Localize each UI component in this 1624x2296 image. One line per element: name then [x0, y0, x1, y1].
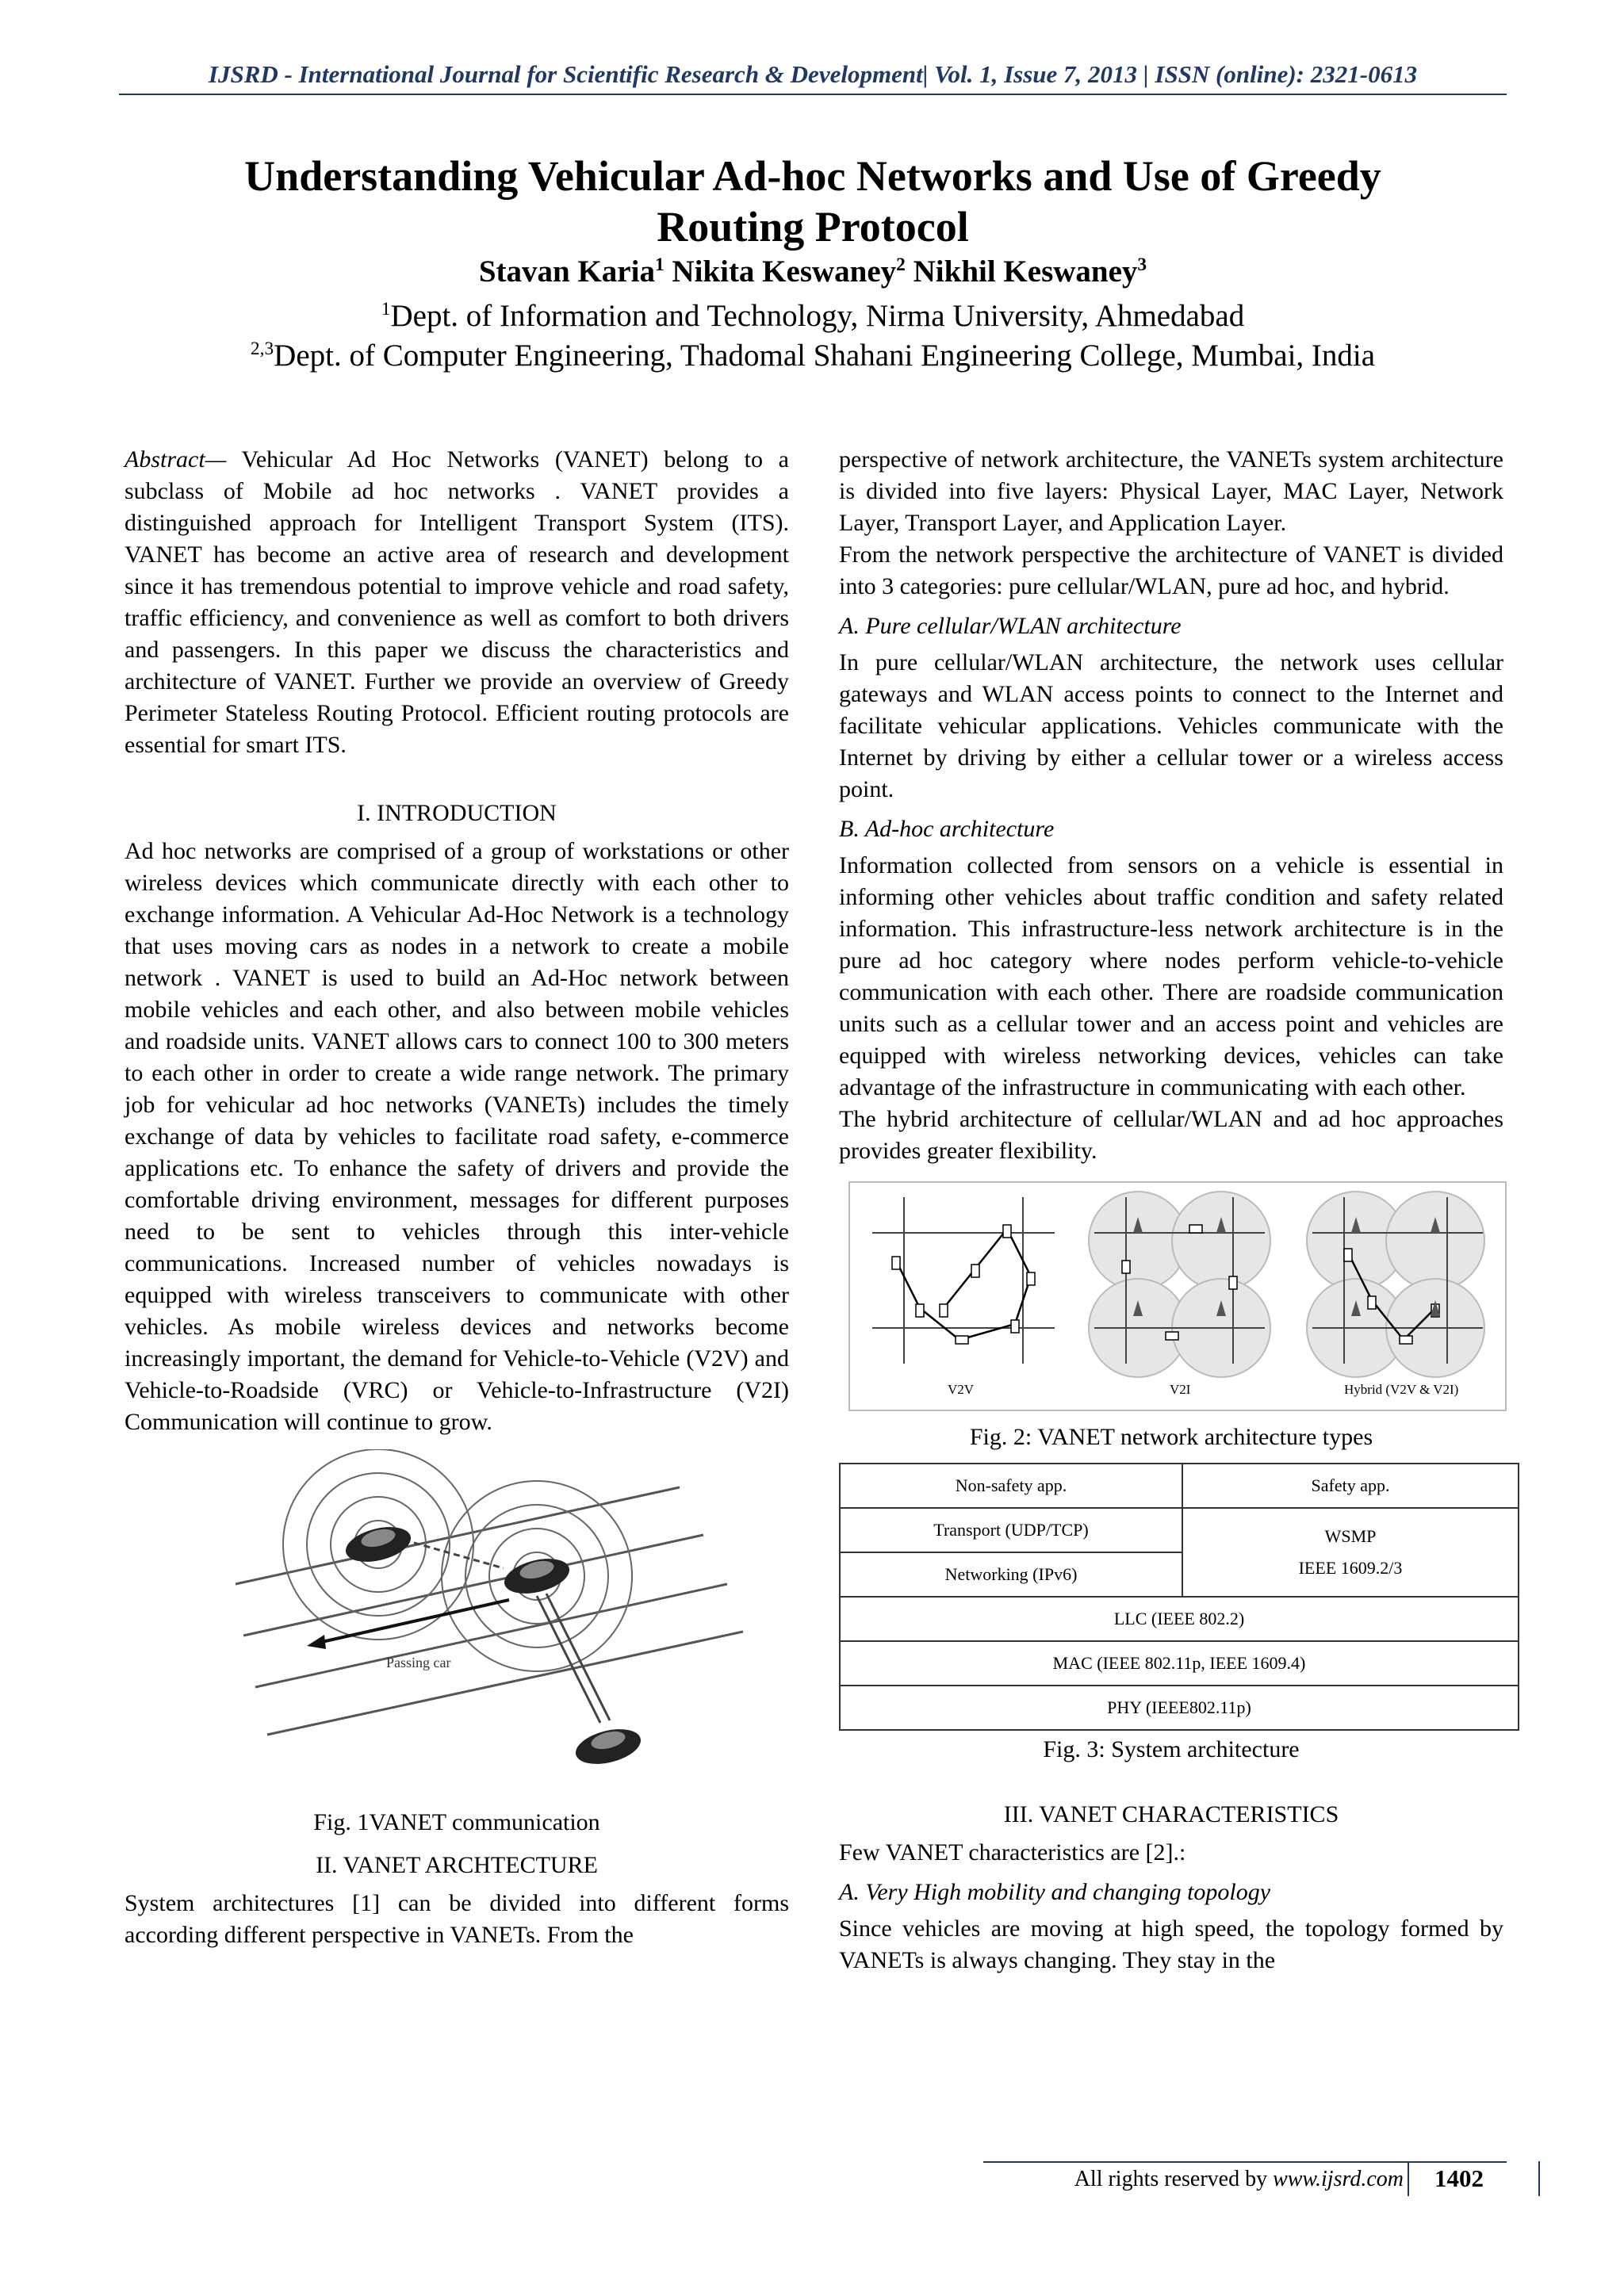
road-lines: [236, 1487, 743, 1735]
panel-label-v2i: V2I: [1170, 1382, 1191, 1397]
section-heading-characteristics: III. VANET CHARACTERISTICS: [1003, 1801, 1339, 1827]
author-name: Stavan Karia: [478, 254, 655, 289]
footer-rights: [1031, 2167, 1404, 2192]
author-list: [159, 254, 1467, 289]
footer-divider-right: [1538, 2161, 1540, 2196]
system-architecture-table: [839, 1463, 1519, 1731]
abstract-text: Vehicular Ad Hoc Networks (VANET) belong to a subclass of Mobile ad hoc networks . VANET provides a distinguished approach for Intelligent Transport System (ITS). VANET has become an active area of research and development since it has tremendous potential to improve vehicle and road safety, traffic efficiency, and convenience as well as comfort to both drivers and passengers. In this paper we discuss the characteristics and architecture of VANET. Further we provide an overview of Greedy Perimeter Stateless Routing Protocol. Efficient routing protocols are essential for smart ITS.: [124, 446, 789, 758]
adhoc-text: Information collected from sensors on a vehicle is essential in informing other vehicles about traffic condition and safety related information. This infrastructure-less network architecture is in the pure ad hoc category where nodes perform vehicle-to-vehicle communication with each other. There are roadside communication units such as a cellular tower and an access point and vehicles are equipped with wireless networking devices, vehicles can take advantage of the infrastructure in communicating with each other.: [839, 852, 1503, 1100]
passing-car-arrow: [307, 1600, 509, 1649]
passing-car-label: Passing car: [386, 1655, 451, 1670]
car-a: [342, 1521, 414, 1567]
cell-mac: MAC (IEEE 802.11p, IEEE 1609.4): [840, 1641, 1519, 1686]
section-heading-introduction: I. INTRODUCTION: [357, 800, 557, 826]
affiliation-1: [119, 298, 1507, 334]
cell-transport: Transport (UDP/TCP): [840, 1508, 1182, 1552]
architecture-text-right-2: From the network perspective the architecture of VANET is divided into 3 categories: pure cellular/WLAN, pure ad hoc, and hybrid.: [839, 541, 1503, 599]
affiliation-text: Dept. of Computer Engineering, Thadomal Shahani Engineering College, Mumbai, India: [274, 339, 1376, 373]
cell-safety: Safety app.: [1182, 1464, 1519, 1508]
right-column: [839, 444, 1503, 1976]
cell-networking: Networking (IPv6): [840, 1552, 1182, 1597]
wsmp-line-1: WSMP: [1324, 1526, 1377, 1546]
paper-title: [159, 151, 1467, 252]
title-line-2: Routing Protocol: [657, 203, 969, 251]
hybrid-text: The hybrid architecture of cellular/WLAN and ad hoc approaches provides greater flexibility.: [839, 1106, 1503, 1164]
figure-1: [124, 1449, 789, 1791]
abstract: [124, 444, 789, 761]
mobility-text: Since vehicles are moving at high speed, the topology formed by VANETs is always changing. They stay in the: [839, 1915, 1503, 1973]
panel-label-v2v: V2V: [948, 1382, 975, 1397]
figure-1-caption: Fig. 1VANET communication: [313, 1809, 600, 1835]
cell-llc: LLC (IEEE 802.2): [840, 1597, 1519, 1641]
footer-site-link[interactable]: www.ijsrd.com: [1273, 2167, 1404, 2191]
author-sup: 3: [1137, 254, 1147, 275]
introduction-text: Ad hoc networks are comprised of a group of workstations or other wireless devices which communicate directly with each other to exchange information. A Vehicular Ad-Hoc Network is a technology that uses moving cars as nodes in a network to create a mobile network . VANET is used to build an Ad-Hoc network between mobile vehicles and each other, and also between mobile vehicles and roadside units. VANET allows cars to connect 100 to 300 meters to each other in order to create a wide range network. The primary job for vehicular ad hoc networks (VANETs) includes the timely exchange of data by vehicles to facilitate road safety, e-commerce applications etc. To enhance the safety of drivers and provide the comfortable driving environment, messages for different purposes need to be sent to vehicles through this inter-vehicle communications. Increased number of vehicles nowadays is equipped with wireless transceivers to communicate with other vehicles. As mobile wireless devices and networks become increasingly important, the demand for Vehicle-to-Vehicle (V2V) and Vehicle-to-Roadside (VRC) or Vehicle-to-Infrastructure (V2I) Communication will continue to grow.: [124, 838, 789, 1435]
subsection-heading-adhoc: B. Ad-hoc architecture: [839, 816, 1055, 842]
footer-divider: [1408, 2161, 1409, 2196]
section-heading-architecture: II. VANET ARCHTECTURE: [316, 1852, 598, 1878]
vanet-communication-figure: [124, 1449, 789, 1782]
author-name: Nikita Keswaney: [672, 254, 897, 289]
author-name: Nikhil Keswaney: [913, 254, 1138, 289]
title-line-1: Understanding Vehicular Ad-hoc Networks and Use of Greedy: [244, 152, 1381, 200]
architecture-text-right: perspective of network architecture, the VANETs system architecture is divided into five layers: Physical Layer, MAC Layer, Network Layer, Transport Layer, and Application Layer.: [839, 446, 1503, 536]
network-architecture-figure: [848, 1181, 1507, 1411]
subsection-heading-mobility: A. Very High mobility and changing topology: [839, 1879, 1271, 1905]
footer-rule: [983, 2161, 1507, 2163]
abstract-label: Abstract—: [124, 446, 227, 473]
car-b: [500, 1552, 573, 1599]
affiliation-text: Dept. of Information and Technology, Nirma University, Ahmedabad: [390, 299, 1245, 333]
cell-wsmp: [1182, 1508, 1519, 1597]
affiliation-2: [119, 338, 1507, 373]
cell-phy: PHY (IEEE802.11p): [840, 1686, 1519, 1730]
figure-2: [848, 1181, 1503, 1420]
header-rule: [119, 94, 1507, 95]
subsection-heading-cellular: A. Pure cellular/WLAN architecture: [839, 613, 1182, 639]
affiliation-sup: 1: [381, 299, 391, 320]
panel-label-hybrid: Hybrid (V2V & V2I): [1344, 1382, 1459, 1397]
left-column: [124, 444, 789, 1951]
author-sup: 2: [896, 254, 906, 275]
wsmp-line-2: IEEE 1609.2/3: [1298, 1558, 1403, 1578]
footer-rights-text: All rights reserved by: [1074, 2167, 1274, 2191]
architecture-text-left: System architectures [1] can be divided into different forms according different perspective in VANETs. From the: [124, 1890, 789, 1948]
author-sup: 1: [654, 254, 665, 275]
page-number: 1402: [1434, 2164, 1484, 2192]
car-c: [572, 1723, 644, 1770]
running-head: IJSRD - International Journal for Scientific Research & Development| Vol. 1, Issue 7, 2013 | ISSN (online): 2321-0613: [208, 60, 1418, 88]
figure-2-caption: Fig. 2: VANET network architecture types: [969, 1424, 1373, 1450]
cellular-text: In pure cellular/WLAN architecture, the network uses cellular gateways and WLAN access points to connect to the Internet and facilitate vehicular applications. Vehicles communicate with the Internet by driving by either a cellular tower or a wireless access point.: [839, 649, 1503, 802]
characteristics-intro: Few VANET characteristics are [2].:: [839, 1839, 1186, 1866]
figure-3-caption: Fig. 3: System architecture: [1043, 1736, 1300, 1762]
cell-non-safety: Non-safety app.: [840, 1464, 1182, 1508]
affiliation-sup: 2,3: [250, 339, 274, 359]
